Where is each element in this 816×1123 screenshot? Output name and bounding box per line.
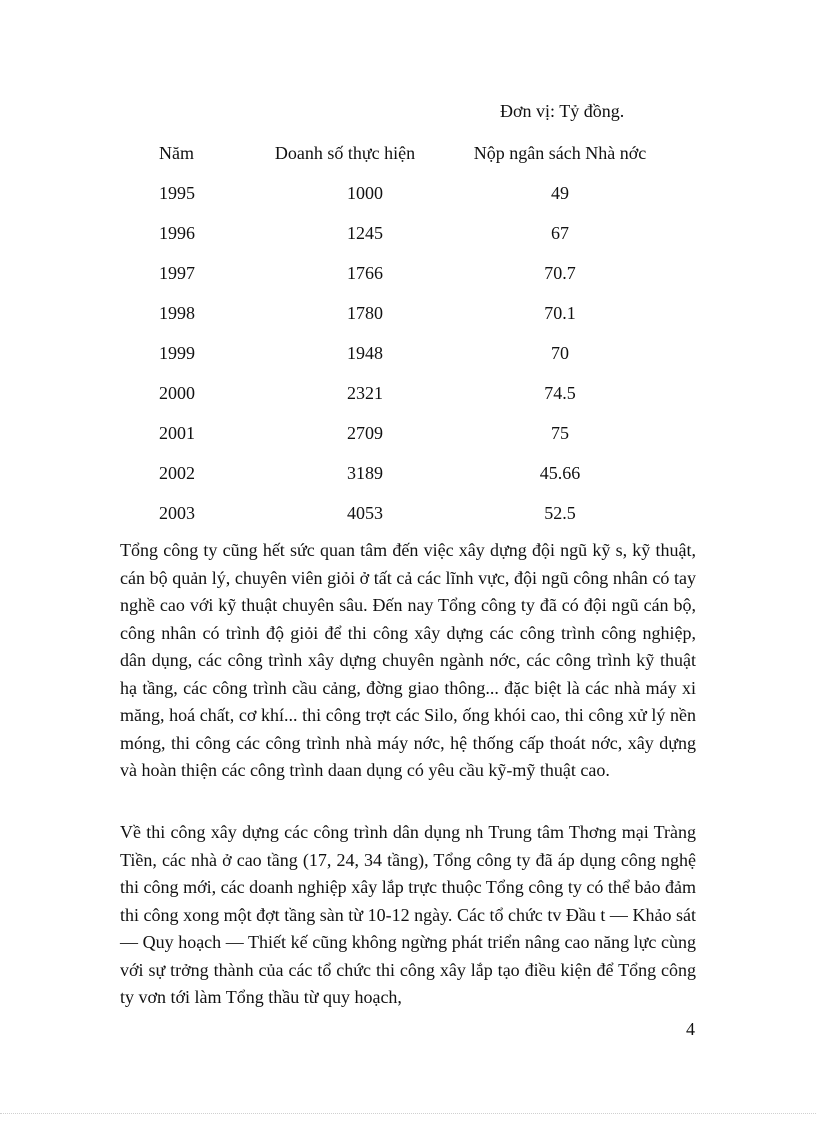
cell-revenue: 4053 <box>347 503 383 523</box>
cell-year: 2000 <box>159 383 195 403</box>
cell-year: 2001 <box>159 423 195 443</box>
bottom-divider <box>0 1113 816 1114</box>
header-year: Năm <box>159 143 194 163</box>
cell-budget: 74.5 <box>544 383 576 403</box>
cell-revenue: 2321 <box>347 383 383 403</box>
cell-year: 1999 <box>159 343 195 363</box>
cell-budget: 49 <box>551 183 569 203</box>
paragraph-construction: Về thi công xây dựng các công trình dân dụng nh Trung tâm Thơng mại Tràng Tiền, các nhà ở cao tầng (17, 24, 34 tầng), Tổng công ty đã áp dụng công nghệ thi công mới, các doanh nghiệp xây lắp trực thuộc Tổng công ty có thể bảo đảm thi công xong một đợt tầng sàn từ 10-12 ngày. Các tổ chức tv Đầu t — Khảo sát — Quy hoạch — Thiết kế cũng không ngừng phát triển nâng cao năng lực cùng với sự trởng thành của các tổ chức thi công xây lắp tạo điều kiện để Tổng công ty vơn tới làm Tổng thầu từ quy hoạch, <box>120 822 696 1007</box>
cell-year: 2003 <box>159 503 195 523</box>
cell-budget: 70 <box>551 343 569 363</box>
cell-revenue: 3189 <box>347 463 383 483</box>
cell-budget: 75 <box>551 423 569 443</box>
cell-revenue: 2709 <box>347 423 383 443</box>
unit-note: Đơn vị: Tỷ đồng. <box>500 101 625 121</box>
cell-year: 1996 <box>159 223 195 243</box>
table-row <box>120 454 680 494</box>
table-row <box>120 494 680 534</box>
table-row <box>120 334 680 374</box>
header-revenue: Doanh số thực hiện <box>274 143 416 163</box>
cell-year: 1998 <box>159 303 195 323</box>
page-number: 4 <box>686 1019 695 1039</box>
cell-revenue: 1000 <box>347 183 383 203</box>
table-row <box>120 214 680 254</box>
table-body <box>120 174 680 534</box>
table-row <box>120 294 680 334</box>
cell-revenue: 1780 <box>347 303 383 323</box>
cell-year: 1997 <box>159 263 195 283</box>
table-row <box>120 254 680 294</box>
cell-year: 2002 <box>159 463 195 483</box>
table-row <box>120 374 680 414</box>
table-row <box>120 174 680 214</box>
cell-budget: 70.7 <box>544 263 576 283</box>
table-row <box>120 414 680 454</box>
cell-revenue: 1245 <box>347 223 383 243</box>
cell-year: 1995 <box>159 183 195 203</box>
revenue-table <box>120 134 680 534</box>
cell-revenue: 1948 <box>347 343 383 363</box>
cell-revenue: 1766 <box>347 263 383 283</box>
cell-budget: 52.5 <box>544 503 576 523</box>
cell-budget: 67 <box>551 223 569 243</box>
cell-budget: 70.1 <box>544 303 576 323</box>
table-header-row <box>120 134 680 174</box>
header-budget: Nộp ngân sách Nhà nớc <box>473 143 647 163</box>
paragraph-staff: Tổng công ty cũng hết sức quan tâm đến việc xây dựng đội ngũ kỹ s, kỹ thuật, cán bộ quản lý, chuyên viên giỏi ở tất cả các lĩnh vực, đội ngũ công nhân có tay nghề cao với kỹ thuật chuyên sâu. Đến nay Tổng công ty đã có đội ngũ cán bộ, công nhân có trình độ giỏi để thi công xây dựng các công trình công nghiệp, dân dụng, các công trình xây dựng chuyên ngành nớc, các công trình kỹ thuật hạ tầng, các công trình cầu cảng, đờng giao thông... đặc biệt là các nhà máy xi măng, hoá chất, cơ khí... thi công trợt các Silo, ống khói cao, thi công xử lý nền móng, thi công các công trình nhà máy nớc, hệ thống cấp thoát nớc, xây dựng và hoàn thiện các công trình daan dụng có yêu cầu kỹ-mỹ thuật cao. <box>120 540 696 780</box>
cell-budget: 45.66 <box>539 463 581 483</box>
